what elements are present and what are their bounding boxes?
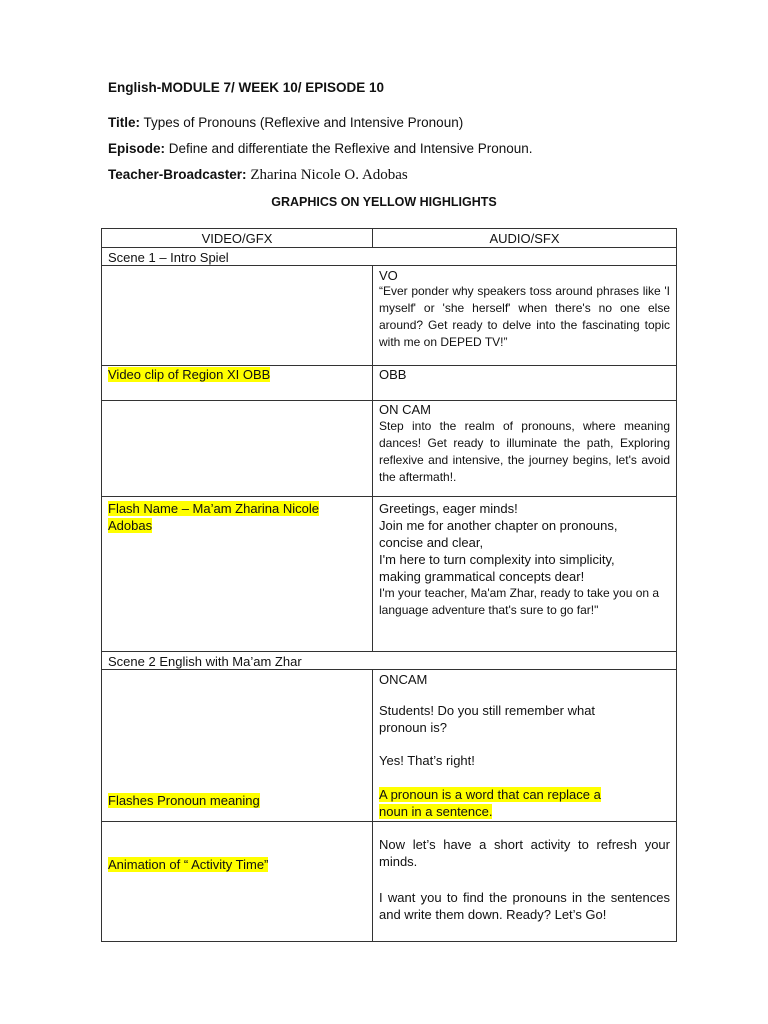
- audio-line: pronoun is?: [379, 720, 447, 735]
- scene-row: [102, 651, 676, 669]
- audio-cell: [373, 401, 676, 496]
- episode-line: [108, 141, 533, 156]
- teacher-value: Zharina Nicole O. Adobas: [246, 167, 408, 183]
- audio-line: Students! Do you still remember what: [379, 703, 596, 718]
- highlighted-text: Adobas: [108, 518, 153, 533]
- table-row: [102, 821, 676, 941]
- audio-text: I want you to find the pronouns in the sentences and write them down. Ready? Let’s Go!: [379, 890, 670, 922]
- audio-text: Yes! That’s right!: [379, 753, 475, 768]
- column-header-audio: AUDIO/SFX: [489, 231, 560, 246]
- episode-value: Define and differentiate the Reflexive and Intensive Pronoun.: [165, 141, 533, 156]
- audio-text: [379, 702, 670, 736]
- video-text: [108, 856, 366, 873]
- graphics-note: GRAPHICS ON YELLOW HIGHLIGHTS: [271, 195, 497, 209]
- table-header-row: [102, 229, 676, 247]
- audio-text: Step into the realm of pronouns, where meaning dances! Get ready to illuminate the path, Exploring reflexive and intensive, the journey begins, let's avoid the aftermath!.: [379, 419, 670, 484]
- audio-heading: ON CAM: [379, 402, 431, 417]
- highlighted-text: noun in a sentence.: [379, 804, 493, 819]
- video-cell: [102, 670, 373, 821]
- highlighted-text: A pronoun is a word that can replace a: [379, 787, 601, 802]
- audio-heading: VO: [379, 268, 398, 283]
- title-label: Title:: [108, 115, 141, 130]
- audio-text: OBB: [379, 367, 407, 382]
- audio-cell: [373, 497, 676, 651]
- audio-line: Join me for another chapter on pronouns,: [379, 518, 618, 533]
- video-cell: [102, 366, 373, 400]
- audio-line: I'm your teacher, Ma'am Zhar, ready to take you on a language adventure that's sure to go far!": [379, 586, 660, 617]
- audio-text: Now let’s have a short activity to refresh your minds.: [379, 837, 670, 869]
- audio-line: making grammatical concepts dear!: [379, 569, 585, 584]
- module-line: English-MODULE 7/ WEEK 10/ EPISODE 10: [108, 80, 385, 95]
- audio-line: Greetings, eager minds!: [379, 501, 518, 516]
- title-value: Types of Pronouns (Reflexive and Intensive Pronoun): [140, 115, 464, 130]
- audio-text: [379, 786, 670, 820]
- video-cell: [102, 822, 373, 941]
- video-text: [108, 366, 366, 383]
- table-row: [102, 365, 676, 400]
- scene-1-label: Scene 1 – Intro Spiel: [108, 250, 229, 265]
- table-row: [102, 265, 676, 365]
- audio-cell: [373, 366, 676, 400]
- highlighted-text: Flash Name – Ma’am Zharina Nicole: [108, 501, 319, 516]
- teacher-label: Teacher-Broadcaster:: [108, 167, 247, 182]
- audio-text: “Ever ponder why speakers toss around phrases like 'I myself' or 'she herself' when there's no one else around? Get ready to delve into the fascinating topic with me on DEPED TV!”: [379, 284, 670, 349]
- video-cell: [102, 497, 373, 651]
- scene-2-label: Scene 2 English with Ma’am Zhar: [108, 654, 302, 669]
- script-table: [101, 228, 677, 942]
- audio-text: [379, 500, 670, 619]
- audio-cell: [373, 822, 676, 941]
- episode-label: Episode:: [108, 141, 166, 156]
- scene-row: [102, 247, 676, 265]
- audio-line: concise and clear,: [379, 535, 484, 550]
- video-text: [108, 500, 366, 534]
- highlighted-text: Video clip of Region XI OBB: [108, 367, 271, 382]
- video-text: [108, 792, 366, 809]
- audio-cell: [373, 266, 676, 365]
- video-cell: [102, 401, 373, 496]
- audio-heading: ONCAM: [379, 672, 428, 687]
- audio-cell: [373, 670, 676, 821]
- highlighted-text: Flashes Pronoun meaning: [108, 793, 260, 808]
- audio-line: I'm here to turn complexity into simplicity,: [379, 552, 615, 567]
- video-cell: [102, 266, 373, 365]
- table-row: [102, 669, 676, 821]
- column-header-video: VIDEO/GFX: [102, 229, 373, 247]
- title-line: [108, 115, 463, 130]
- table-row: [102, 496, 676, 651]
- table-row: [102, 400, 676, 496]
- teacher-line: [108, 167, 408, 184]
- highlighted-text: Animation of “ Activity Time”: [108, 857, 269, 872]
